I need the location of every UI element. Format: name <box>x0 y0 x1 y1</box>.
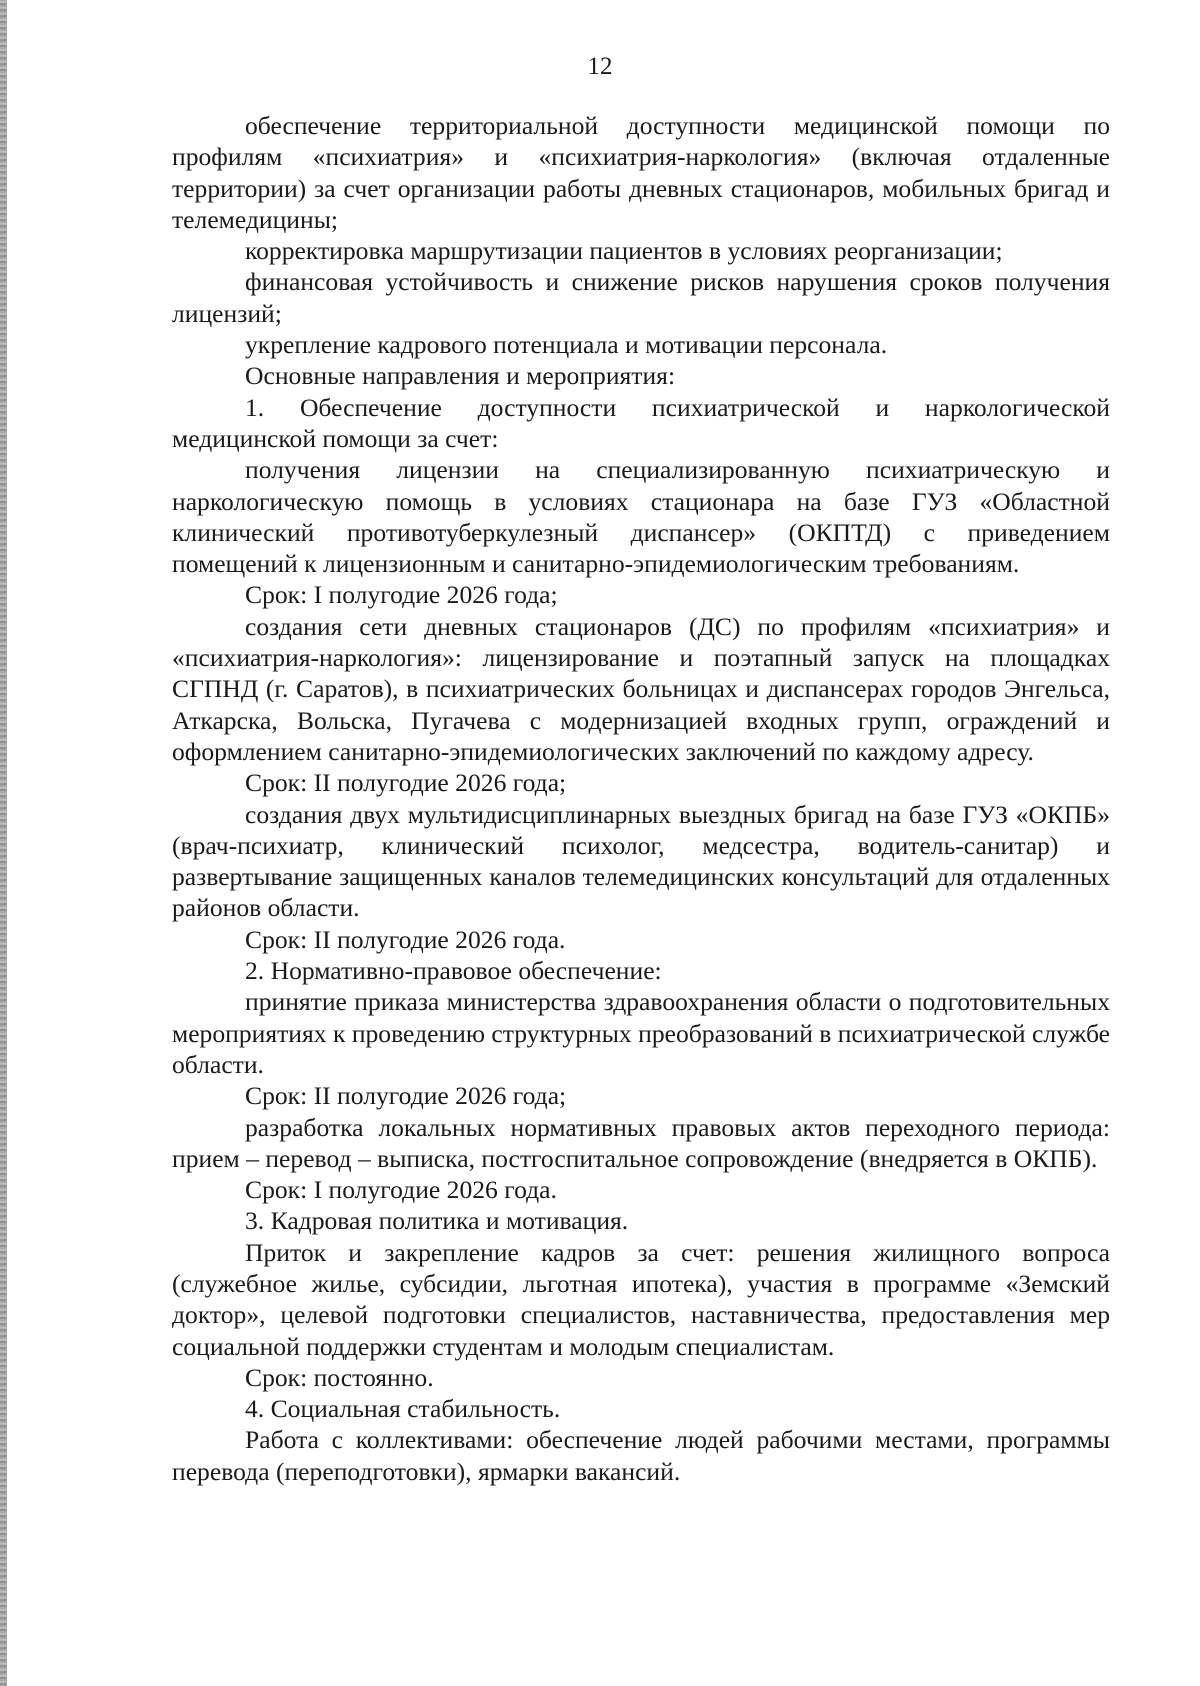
section-heading: 2. Нормативно-правовое обеспечение: <box>245 956 662 986</box>
paragraph: обеспечение территориальной доступности медицинской помощи по профилям «психиатрия» и «психиатрия-наркология» (включая отдаленные территории) за счет организации работы дневных стационаров, мобильных бригад и телемедицины; <box>172 111 1110 234</box>
paragraph: создания сети дневных стационаров (ДС) по профилям «психиатрия» и «психиатрия-наркология»: лицензирование и поэтапный запуск на площадках СГПНД (г. Саратов), в психиатрических больницах и диспансерах городов Энгельса, Аткарска, Вольска, Пугачева с модернизацией входных групп, ограждений и оформлением санитарно-эпидемиологических заключений по каждому адресу. <box>172 611 1110 766</box>
section-heading: 1. Обеспечение доступности психиатрической и наркологической медицинской помощи за счет: <box>172 392 1110 453</box>
deadline: Срок: I полугодие 2026 года; <box>245 580 558 610</box>
paragraph: корректировка маршрутизации пациентов в условиях реорганизации; <box>245 236 1003 266</box>
paragraph: принятие приказа министерства здравоохранения области о подготовительных мероприятиях к проведению структурных преобразований в психиатрической службе области. <box>172 987 1110 1079</box>
paragraph: разработка локальных нормативных правовых актов переходного периода: прием – перевод – выписка, постгоспитальное сопровождение (внедряется в ОКПБ). <box>172 1112 1110 1173</box>
scan-edge <box>0 0 7 1686</box>
deadline: Срок: I полугодие 2026 года. <box>245 1175 557 1205</box>
paragraph: финансовая устойчивость и снижение рисков нарушения сроков получения лицензий; <box>172 267 1110 328</box>
paragraph: укрепление кадрового потенциала и мотивации персонала. <box>245 330 888 360</box>
document-body <box>172 110 1110 1487</box>
paragraph: создания двух мультидисциплинарных выездных бригад на базе ГУЗ «ОКПБ» (врач-психиатр, клинический психолог, медсестра, водитель-санитар) и развертывание защищенных каналов телемедицинских консультаций для отдаленных районов области. <box>172 799 1110 923</box>
deadline: Срок: II полугодие 2026 года. <box>245 924 566 954</box>
section-intro: Основные направления и мероприятия: <box>245 361 676 391</box>
paragraph: Работа с коллективами: обеспечение людей рабочими местами, программы перевода (переподготовки), ярмарки вакансий. <box>172 1425 1110 1486</box>
page-number: 12 <box>587 53 613 80</box>
deadline: Срок: постоянно. <box>245 1362 434 1392</box>
paragraph: получения лицензии на специализированную психиатрическую и наркологическую помощь в условиях стационара на базе ГУЗ «Областной клинический противотуберкулезный диспансер» (ОКПТД) с приведением помещений к лицензионным и санитарно-эпидемиологическим требованиям. <box>172 455 1110 579</box>
deadline: Срок: II полугодие 2026 года; <box>245 1081 567 1111</box>
section-heading: 4. Социальная стабильность. <box>245 1394 561 1424</box>
deadline: Срок: II полугодие 2026 года; <box>245 768 567 798</box>
section-heading: 3. Кадровая политика и мотивация. <box>245 1206 629 1236</box>
paragraph: Приток и закрепление кадров за счет: решения жилищного вопроса (служебное жилье, субсидии, льготная ипотека), участия в программе «Земский доктор», целевой подготовки специалистов, наставничества, предоставления мер социальной поддержки студентам и молодым специалистам. <box>172 1237 1110 1361</box>
